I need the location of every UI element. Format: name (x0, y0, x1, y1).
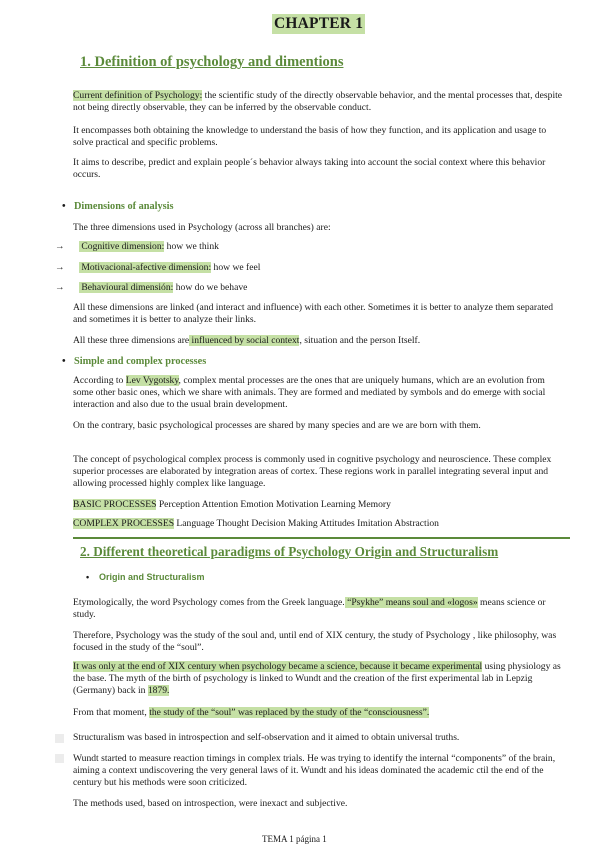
dimension-label: Cognitive dimension: (79, 241, 165, 252)
etymology-text-b: means science or study. (73, 597, 546, 620)
etymology-paragraph (73, 597, 563, 621)
dimension-label: Behavioural dimensión: (79, 282, 174, 293)
year-highlight: 1879. (147, 685, 170, 696)
vygotsky-paragraph (73, 375, 563, 411)
dimension-item-motivational (55, 262, 260, 274)
arrow-icon: → (55, 241, 65, 252)
basic-processes-label: BASIC PROCESSES (73, 499, 157, 510)
consciousness-highlight: the study of the “soul” was replaced by the study of the “consciousness”. (149, 707, 430, 718)
section-divider (73, 537, 570, 539)
dimension-label: Motivacional-afective dimension: (79, 262, 212, 273)
influenced-highlight: influenced by social context (189, 335, 300, 346)
complex-concept-paragraph: The concept of psychological complex process is commonly used in cognitive psychology and neuroscience. These complex superior processes are elaborated by integration areas of cortex. These regions work in parallel integrating several input and allowing processed highly complex like language. (73, 454, 552, 489)
dimensions-intro: The three dimensions used in Psychology (across all branches) are: (73, 222, 331, 233)
encompasses-paragraph: It encompasses both obtaining the knowledge to understand the basis of how they function, and its application and usage to solve practical and specific problems. (73, 125, 547, 148)
soul-paragraph (73, 630, 563, 654)
dimension-desc: how we think (164, 241, 219, 252)
definition-text: the scientific study of the directly observable behavior, and the mental processes that, despite not being directly observable, they can be inferred by the observable conduct. (73, 90, 563, 113)
basic-processes-items: Perception Attention Emotion Motivation Learning Memory (156, 499, 391, 510)
etymology-highlight: “Psykhe” means soul and «logos» (344, 597, 478, 608)
section2-heading: 2. Different theoretical paradigms of Psychology Origin and Structuralism (80, 544, 499, 559)
complex-processes-items: Language Thought Decision Making Attitudes Imitation Abstraction (174, 518, 439, 529)
vygotsky-name: Lev Vygotsky (125, 375, 179, 386)
etymology-text-a: Etymologically, the word Psychology comes from the Greek language. (73, 597, 345, 608)
dimensions-heading-text: Dimensions of analysis (74, 201, 174, 212)
complex-processes-list (73, 518, 563, 530)
definition-label: Current definition of Psychology: (73, 90, 203, 101)
list-marker-icon (55, 754, 64, 763)
dimension-desc: how we feel (211, 262, 261, 273)
soul-text-a: Therefore, Psychology was the study of the soul and, until end of XIX century, the study of Psychology , like (73, 630, 495, 641)
wundt-text-a: Wundt started to measure reaction timings in complex trials. He was trying to identify the internal (73, 753, 452, 764)
aims-paragraph: It aims to describe, predict and explain people´s behavior always taking into account the social context where this behavior occurs. (73, 157, 546, 180)
wundt-text-c: Wundt and his ideas dominated the academic ctil the end of the century but his methods were soon criticized. (73, 765, 544, 788)
processes-heading (62, 356, 206, 367)
page-footer: TEMA 1 página 1 (262, 834, 327, 844)
arrow-icon: → (55, 282, 65, 293)
linked-paragraph: All these dimensions are linked (and interact and influence) with each other. Sometimes it is better to analyze them separated and sometimes it is better to analyze their links. (73, 302, 554, 325)
definition-paragraph (73, 90, 563, 114)
methods-paragraph: The methods used, based on introspection, were inexact and subjective. (73, 798, 348, 809)
dimension-item-behavioural (55, 282, 247, 294)
processes-heading-text: Simple and complex processes (74, 356, 207, 367)
experimental-text: using physiology as the base. The myth of the birth of psychology is linked to Wundt and the creation of the first experimental lab in Lepzig (Germany) back in (73, 661, 561, 696)
bullet-icon: • (62, 201, 66, 212)
vygotsky-text-a: According to (73, 375, 126, 386)
experimental-paragraph (73, 661, 563, 697)
origin-heading (86, 572, 205, 582)
basic-processes-paragraph: On the contrary, basic psychological processes are shared by many species and are we are born with them. (73, 420, 481, 431)
bullet-icon: • (86, 572, 90, 582)
complex-processes-label: COMPLEX PROCESSES (73, 518, 175, 529)
dimension-item-cognitive (55, 241, 219, 253)
soul-text-b: philosophy, was focused in the study of the “soul”. (73, 630, 557, 653)
wundt-text-b: “components” of the brain, aiming a context undiscovering the very general laws of it. (73, 753, 556, 776)
basic-processes-list (73, 499, 563, 511)
consciousness-paragraph (73, 707, 563, 719)
dimension-desc: how do we behave (173, 282, 248, 293)
consciousness-text-a: From that moment, (73, 707, 150, 718)
chapter-title: CHAPTER 1 (274, 15, 364, 32)
origin-heading-text: Origin and Structuralism (99, 572, 205, 582)
influenced-paragraph (73, 335, 563, 347)
dimensions-heading (62, 201, 174, 212)
arrow-icon: → (55, 262, 65, 273)
section1-heading: 1. Definition of psychology and dimentions (80, 54, 344, 70)
influenced-text-a: All these three dimensions are (73, 335, 190, 346)
influenced-text-b: , situation and the person Itself. (299, 335, 421, 346)
wundt-paragraph (73, 753, 563, 789)
bullet-icon: • (62, 356, 66, 367)
structuralism-paragraph: Structuralism was based in introspection and self-observation and it aimed to obtain universal truths. (73, 732, 460, 743)
experimental-highlight: It was only at the end of XIX century when psychology became a science, because it became experimental (73, 661, 483, 672)
list-marker-icon (55, 734, 64, 743)
vygotsky-text-b: , complex mental processes are the ones that are uniquely humans, which are an evolution from some other basic ones, which we share with animals. They are formed and mediated by symbols and do emerge with social interaction and also due to the usual brain development. (73, 375, 546, 410)
